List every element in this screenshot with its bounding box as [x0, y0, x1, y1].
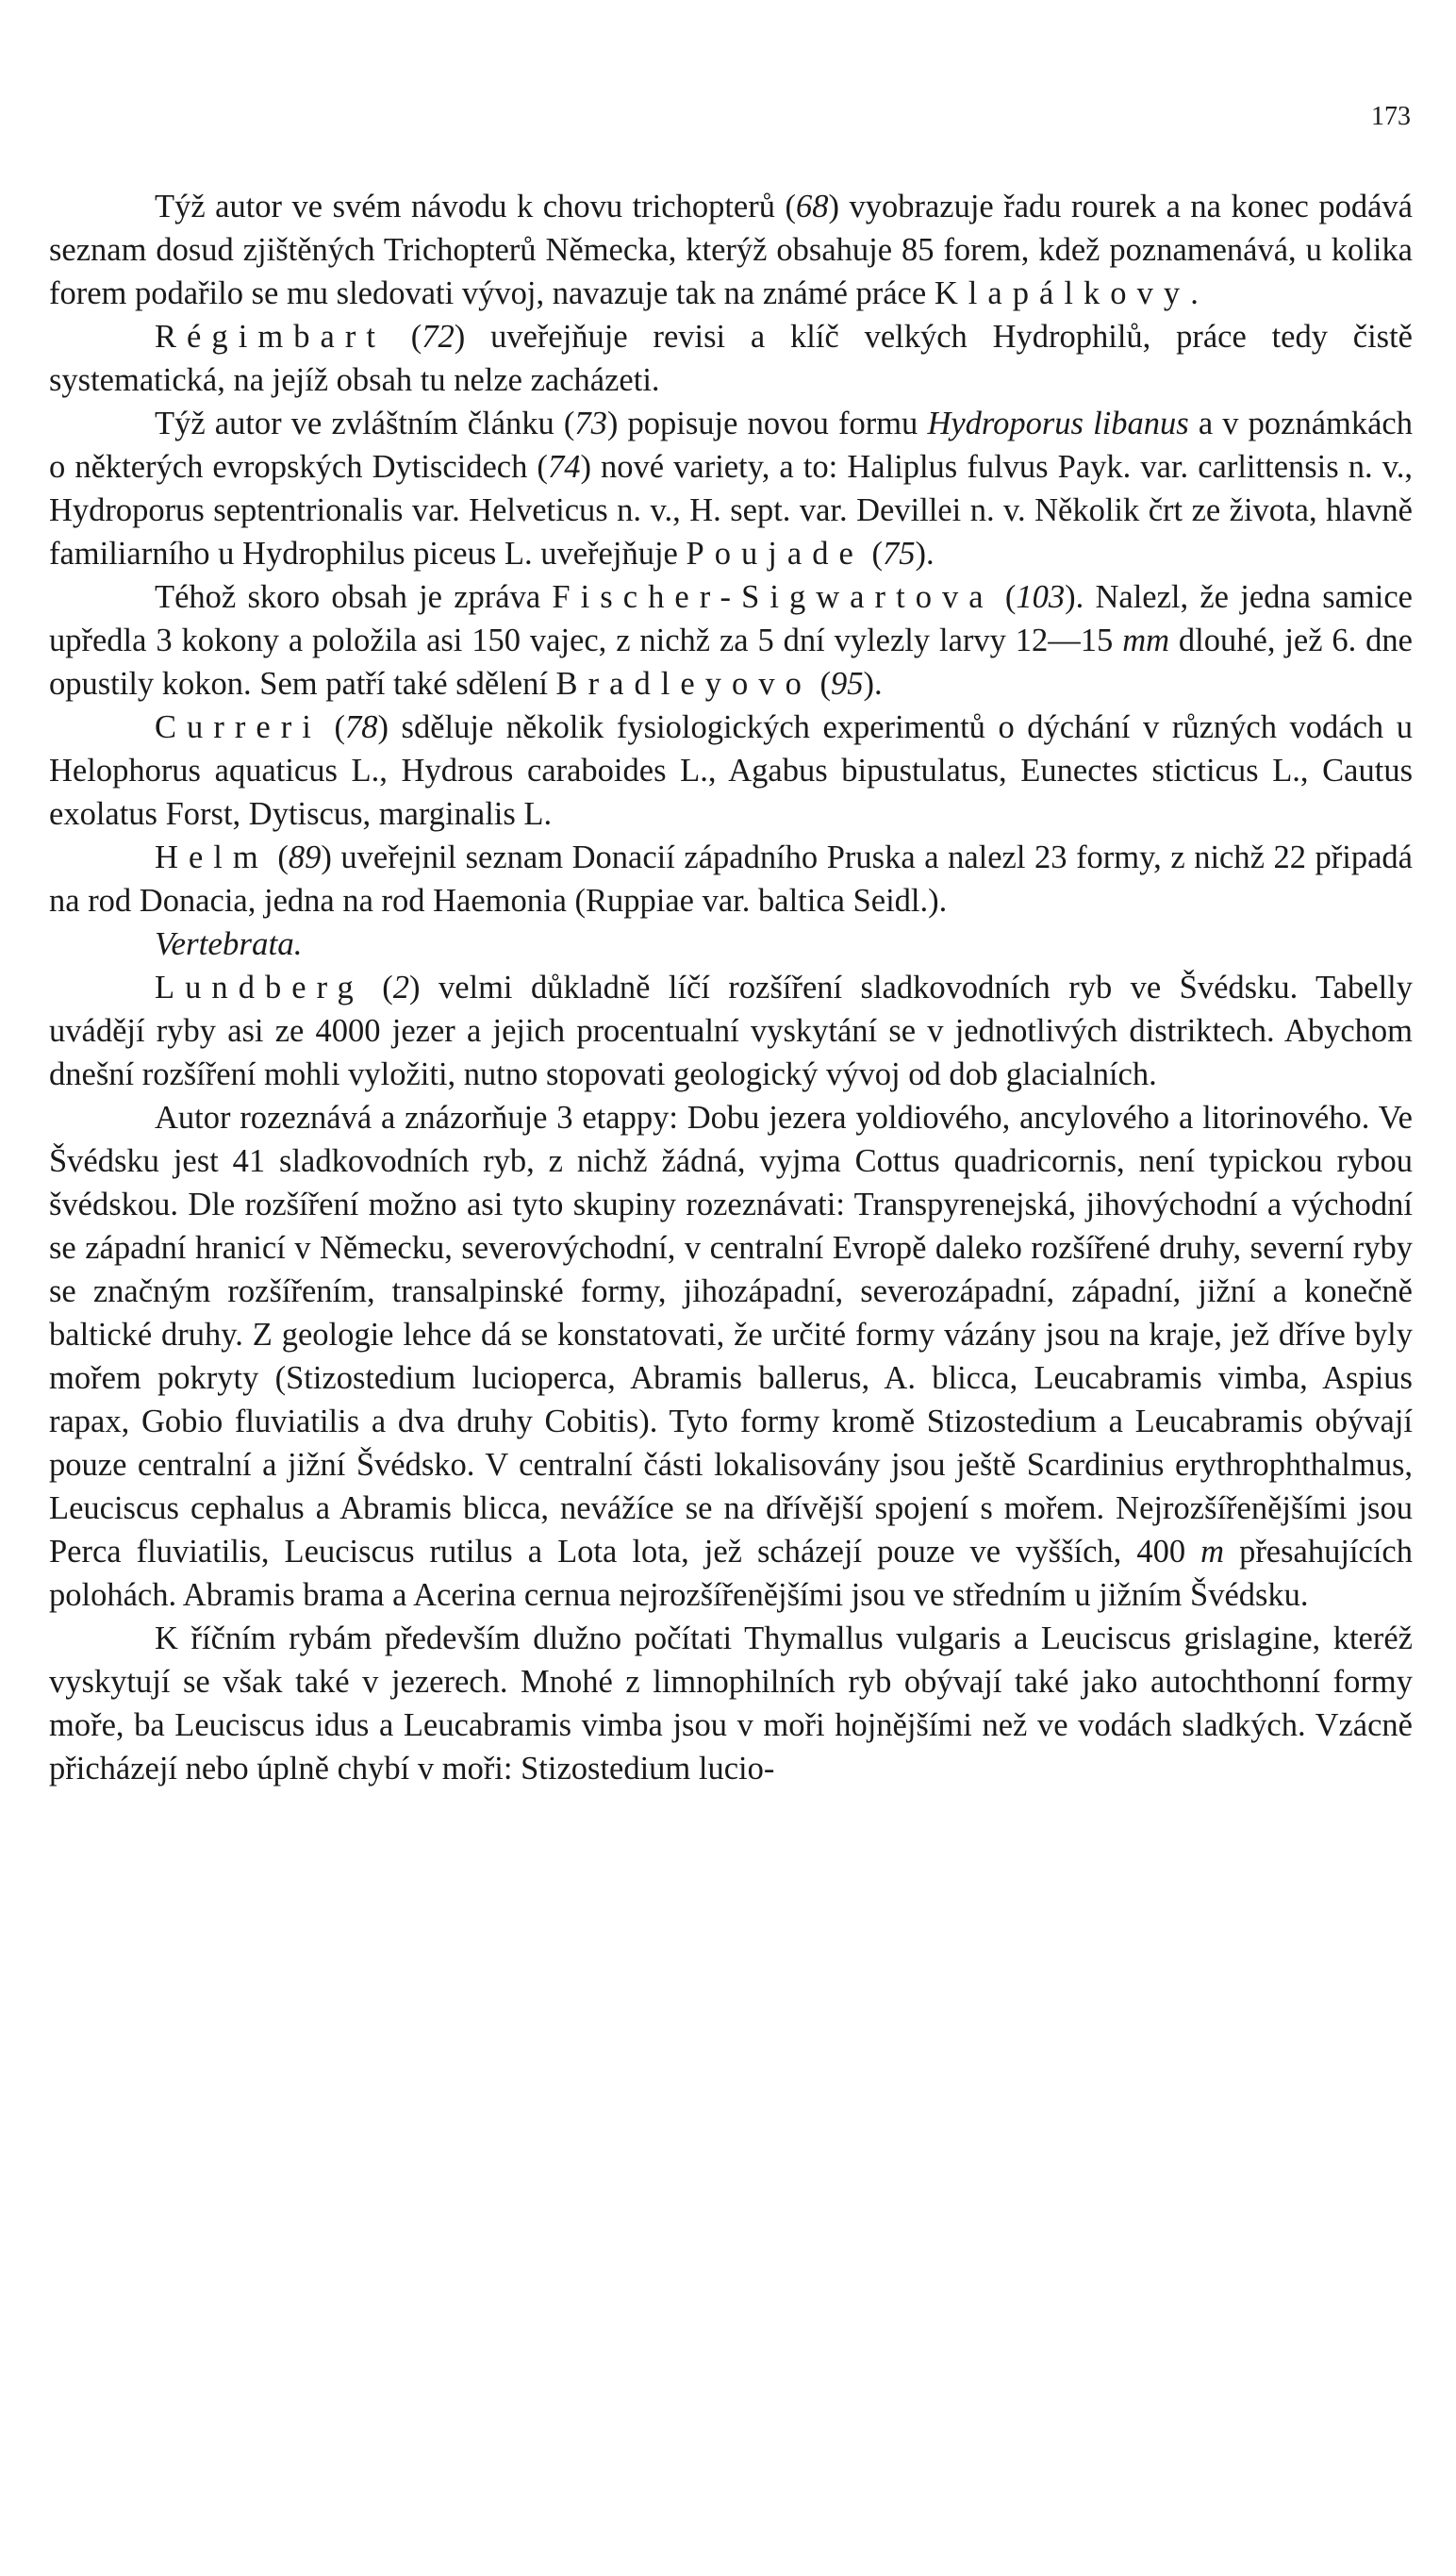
paragraph-trichoptera-breeding: Týž autor ve svém návodu k chovu trichopterů (68) vyobrazuje řadu rourek a na konec podává seznam dosud zjištěných Trichopterů Německa, kterýž obsahuje 85 forem, kdež poznamenává, u kolika forem podařilo se mu sledovati vývoj, navazuje tak na známé práce Klapálkovy. [49, 189, 1413, 311]
unit: mm [1122, 623, 1170, 658]
paragraph-river-fish: K říčním rybám především dlužno počítati Thymallus vulgaris a Leuciscus grislagine, kteréž vyskytují se však také v jezerech. Mnohé z limnophilních ryb obývají také jako autochthonní formy moře, ba Leuciscus idus a Leucabramis vimba jsou v moři hojnějšími než ve vodách sladkých. Vzácně přicházejí nebo úplně chybí v moři: Stizostedium lucio- [49, 1620, 1413, 1787]
paragraph-etapy: Autor rozeznává a znázorňuje 3 etappy: Dobu jezera yoldiového, ancylového a litorinového. Ve Švédsku jest 41 sladkovodních ryb, z nichž žádná, vyjma Cottus quadricornis, není typickou rybou švédskou. Dle rozšíření možno asi tyto skupiny rozeznávati: Transpyrenejská, jihovýchodní a východní se západní hranicí v Německu, severovýchodní, v centralní Evropě daleko rozšířené druhy, severní ryby se značným rozšířením, transalpinské formy, jihozápadní, severozápadní, západní, jižní a konečně baltické druhy. Z geologie lehce dá se konstatovati, že určité formy vázány jsou na kraje, jež dříve byly mořem pokryty (Stizostedium lucioperca, Abramis ballerus, A. blicca, Leucabramis vimba, Aspius rapax, Gobio fluviatilis a dva druhy Cobitis). Tyto formy kromě Stizostedium a Leucabramis obývají pouze centralní a jižní Švédsko. V centralní části lokalisovány jsou ještě Scardinius erythrophthalmus, Leuciscus cephalus a Abramis blicca, nevážíce se na dřívější spojení s mořem. Nejrozšířenějšími jsou Perca fluviatilis, Leuciscus rutilus a Lota lota, jež scházejí pouze ve vyšších, 400 m přesahujících polohách. Abramis brama a Acerina cernua nejrozšířenějšími jsou ve středním u jižním Švédsku. [49, 1100, 1413, 1613]
citation-ref: 103 [1016, 579, 1066, 615]
citation-ref: 89 [288, 839, 322, 875]
author-name: Curreri [155, 709, 322, 745]
citation-ref: 95 [831, 666, 864, 702]
author-name: Fischer-Sigwartova [552, 579, 994, 615]
section-heading: Vertebrata. [155, 925, 303, 962]
citation-ref: 73 [574, 406, 607, 441]
paragraph-regimbart: Régimbart (72) uveřejňuje revisi a klíč velkých Hydrophilů, práce tedy čistě systematická, na jejíž obsah tu nelze zacházeti. [49, 319, 1413, 398]
author-name: Poujade [686, 536, 864, 572]
paragraph-helm: Helm (89) uveřejnil seznam Donacií západního Pruska a nalezl 23 formy, z nichž 22 připadá na rod Donacia, jedna na rod Haemonia (Ruppiae var. baltica Seidl.). [49, 839, 1413, 919]
citation-ref: 78 [344, 709, 378, 745]
citation-ref: 75 [883, 536, 916, 572]
citation-ref: 72 [422, 319, 455, 355]
author-name: Helm [155, 839, 269, 875]
author-name: Bradleyovo [555, 666, 812, 702]
paragraph-fischer-sigwart: Téhož skoro obsah je zpráva Fischer-Sigwartova (103). Nalezl, že jedna samice upředla 3 kokony a položila asi 150 vajec, z nichž za 5 dní vylezly larvy 12—15 mm dlouhé, jež 6. dne opustily kokon. Sem patří také sdělení Bradleyovo (95). [49, 579, 1413, 702]
citation-ref: 68 [795, 189, 829, 224]
page-number: 173 [1371, 102, 1411, 131]
species-name: Hydroporus libanus [927, 406, 1189, 441]
citation-ref: 2 [392, 970, 410, 1005]
paragraph-curreri: Curreri (78) sděluje několik fysiologických experimentů o dýchání v různých vodách u Helophorus aquaticus L., Hydrous caraboides L., Agabus bipustulatus, Eunectes sticticus L., Cautus exolatus Forst, Dytiscus, marginalis L. [49, 709, 1413, 832]
citation-ref: 74 [547, 449, 581, 485]
author-name: Lundberg [155, 970, 364, 1005]
author-name: Klapálkovy [934, 275, 1191, 311]
paragraph-lundberg: Lundberg (2) velmi důkladně líčí rozšíření sladkovodních ryb ve Švédsku. Tabelly uvádějí ryby asi ze 4000 jezer a jejich procentualní vyskytání se v jednotlivých distriktech. Abychom dnešní rozšíření mohli vyložiti, nutno stopovati geologický vývoj od dob glacialních. [49, 970, 1413, 1092]
page-body [49, 185, 1413, 1790]
unit: m [1200, 1534, 1225, 1570]
author-name: Régimbart [155, 319, 386, 355]
paragraph-dytiscidae-varieties: Týž autor ve zvláštním článku (73) popisuje novou formu Hydroporus libanus a v poznámkách o některých evropských Dytiscidech (74) nové variety, a to: Haliplus fulvus Payk. var. carlittensis n. v., Hydroporus septentrionalis var. Helveticus n. v., H. sept. var. Devillei n. v. Několik črt ze života, hlavně familiarního u Hydrophilus piceus L. uveřejňuje Poujade (75). [49, 406, 1414, 572]
